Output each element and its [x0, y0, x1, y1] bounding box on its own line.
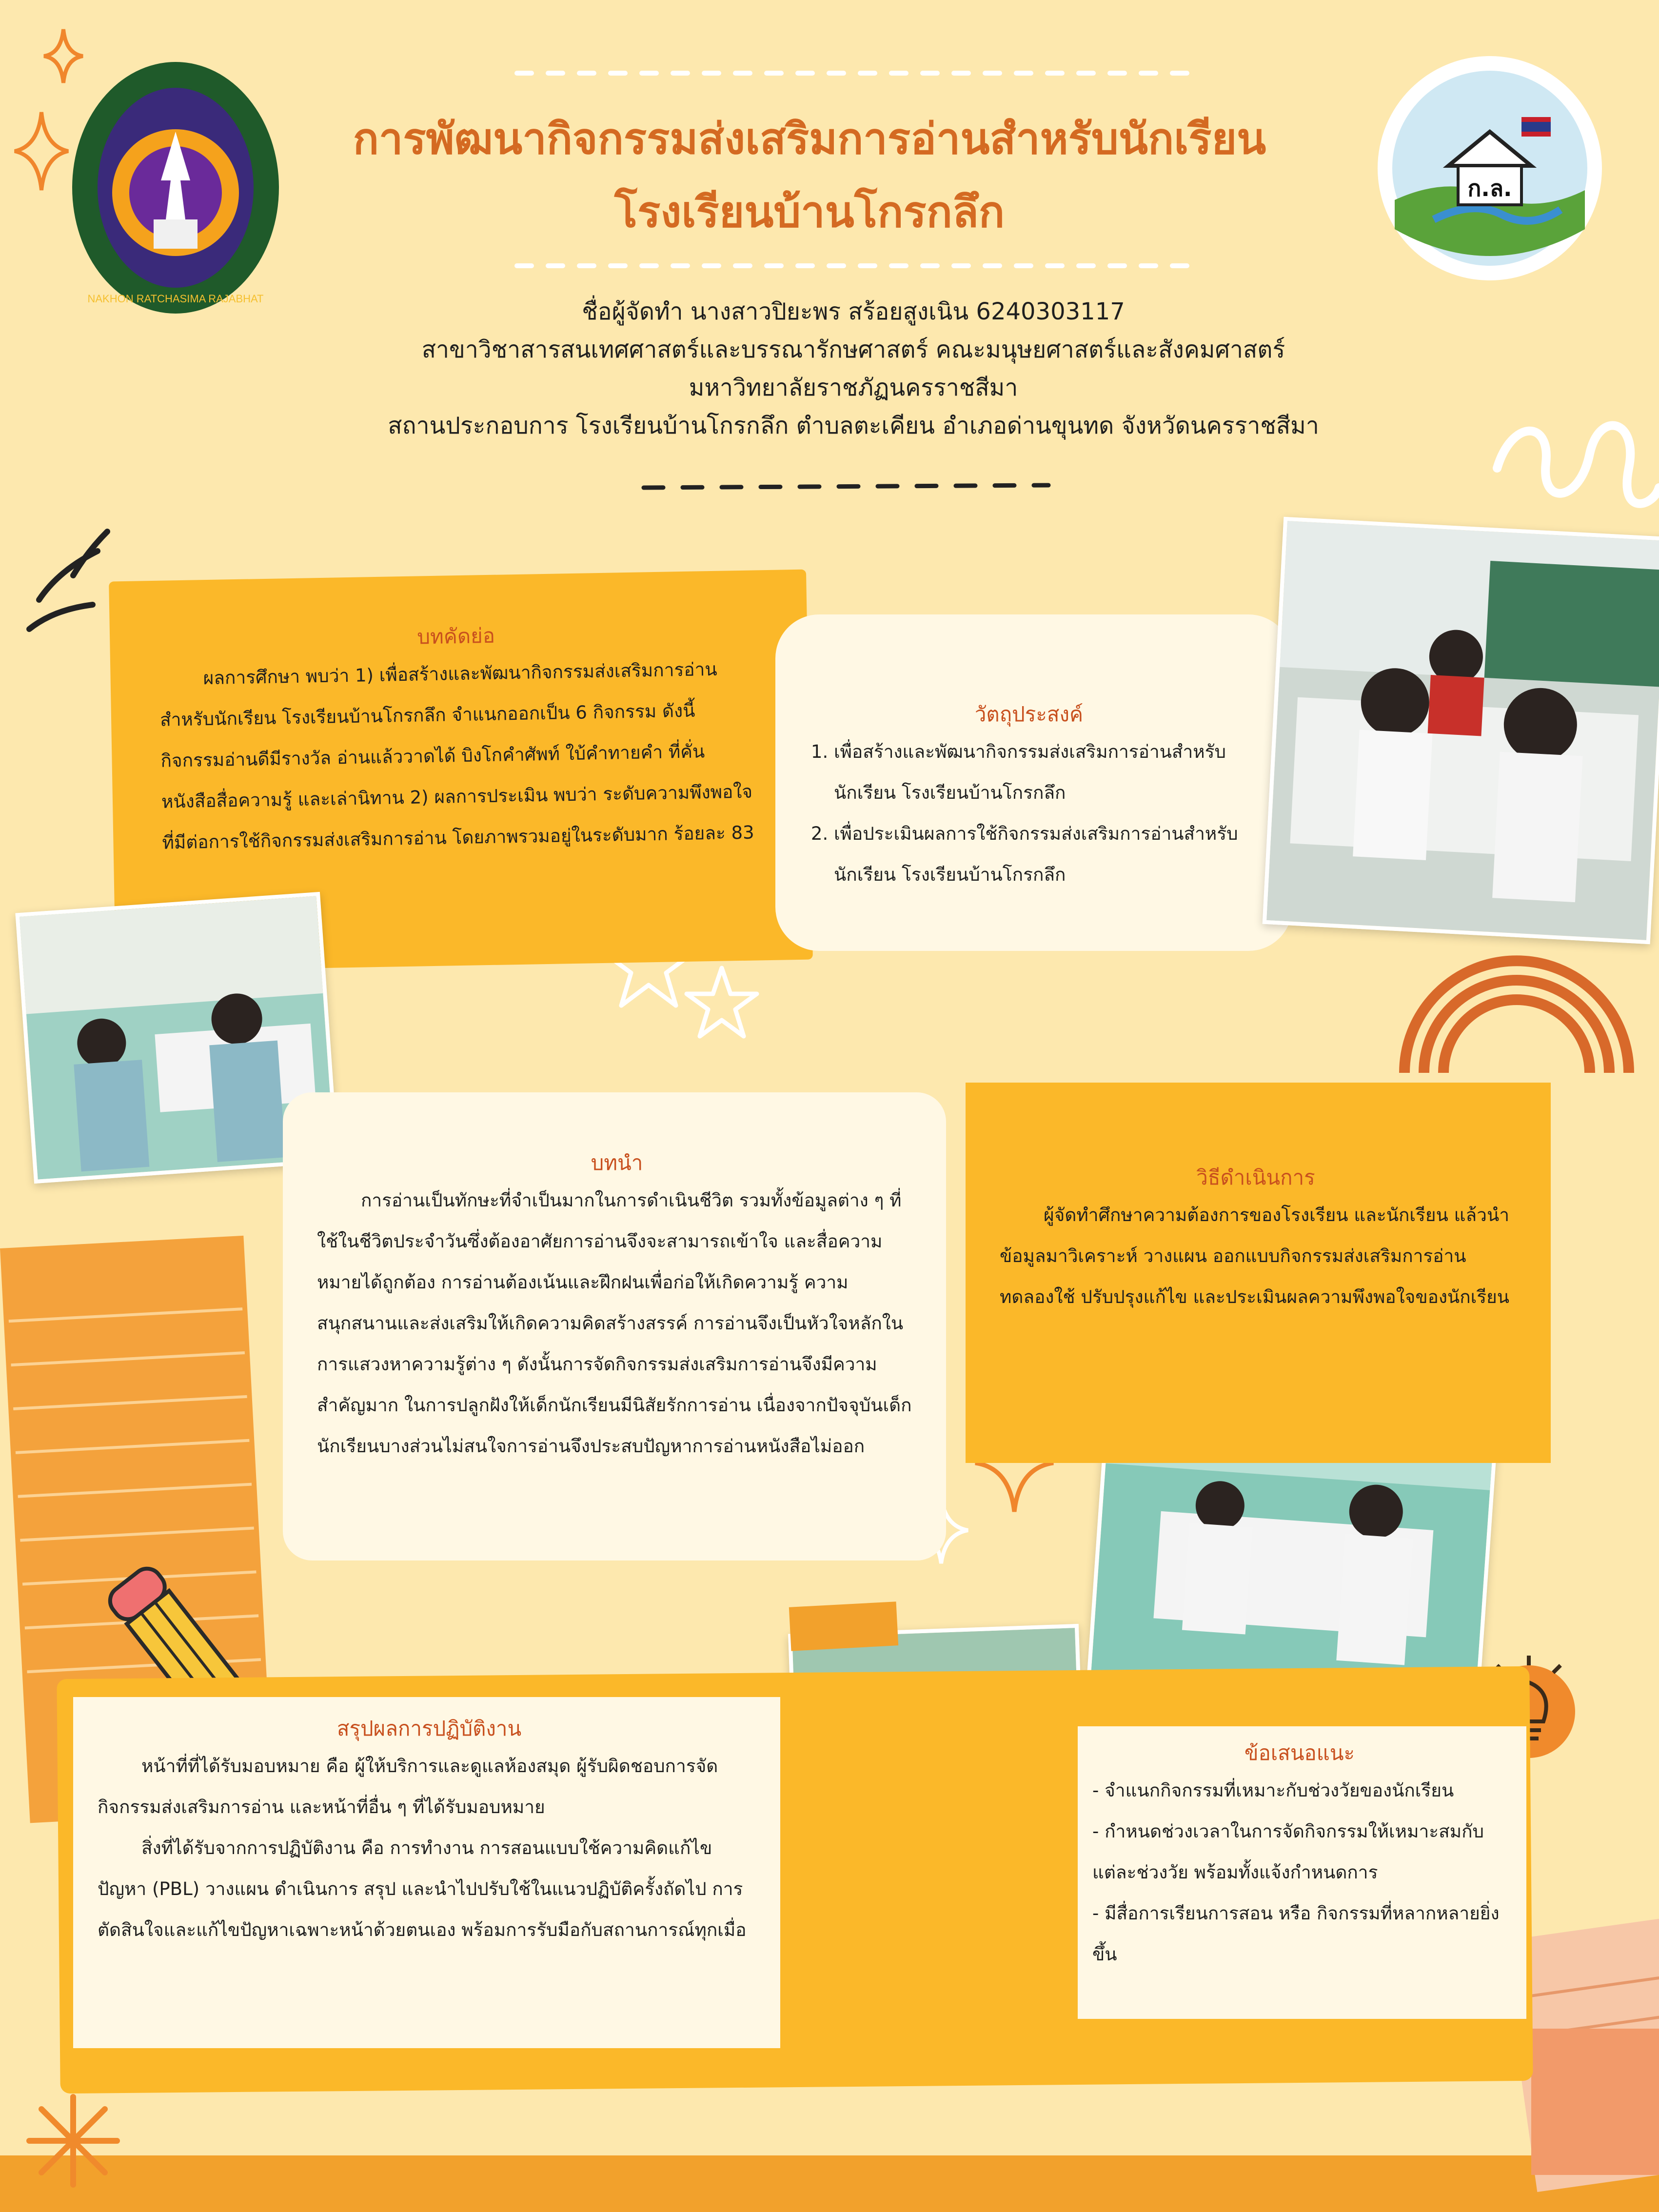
introduction-body: การอ่านเป็นทักษะที่จำเป็นมากในการดำเนินชีวิต รวมทั้งข้อมูลต่าง ๆ ที่ใช้ในชีวิตประจำวันซึ่งต้องอาศัยการอ่านจึงจะสามารถเข้าใจ และสื่อความหมายได้ถูกต้อง การอ่านต้องเน้นและฝึกฝนเพื่อก่อให้เกิดความรู้ ความสนุกสนานและส่งเสริมให้เกิดความคิดสร้างสรรค์ การอ่านจึงเป็นหัวใจหลักในการแสวงหาความรู้ต่าง ๆ ดังนั้นการจัดกิจกรรมส่งเสริมการอ่านจึงมีความสำคัญมาก ในการปลูกฝังให้เด็กนักเรียนมีนิสัยรักการอ่าน เนื่องจากปัจจุบันเด็กนักเรียนบางส่วนไม่สนใจการอ่านจึงประสบปัญหาการอ่านหนังสือไม่ออก: [317, 1190, 912, 1457]
abstract-body: ผลการศึกษา พบว่า 1) เพื่อสร้างและพัฒนากิจกรรมส่งเสริมการอ่านสำหรับนักเรียน โรงเรียนบ้านโกรกลึก จำแนกออกเป็น 6 กิจกรรม ดังนี้ กิจกรรมอ่านดีมีรางวัล อ่านแล้ววาดได้ บิงโกคำศัพท์ ใบ้คำทายคำ ที่คั่นหนังสือสื่อความรู้ และเล่านิทาน 2) ผลการประเมิน พบว่า ระดับความพึงพอใจที่มีต่อการใช้กิจกรรมส่งเสริมการอ่าน โดยภาพรวมอยู่ในระดับมาก ร้อยละ 83: [159, 658, 755, 853]
abstract-heading: บทคัดย่อ: [416, 623, 495, 649]
introduction-card: [283, 1092, 946, 1560]
suggestions-heading: ข้อเสนอแนะ: [1244, 1741, 1355, 1765]
suggestion-item: - กำหนดช่วงเวลาในการจัดกิจกรรมให้เหมาะสมกับแต่ละช่วงวัย พร้อมทั้งแจ้งกำหนดการ: [1092, 1811, 1517, 1893]
author-block: [215, 293, 1492, 445]
objective-item: 2. เพื่อประเมินผลการใช้กิจกรรมส่งเสริมการอ่านสำหรับนักเรียน โรงเรียนบ้านโกรกลึก: [834, 813, 1258, 895]
suggestion-item: - จำแนกกิจกรรมที่เหมาะกับช่วงวัยของนักเรียน: [1092, 1770, 1517, 1811]
poster-title: [273, 102, 1346, 249]
activity-photo-1: [1263, 517, 1659, 945]
method-heading: วิธีดำเนินการ: [1196, 1165, 1315, 1189]
author-university: มหาวิทยาลัยราชภัฏนครราชสีมา: [689, 374, 1018, 401]
objectives-card: [775, 614, 1292, 951]
objectives-list: [800, 731, 1258, 895]
objective-item: 1. เพื่อสร้างและพัฒนากิจกรรมส่งเสริมการอ่านสำหรับนักเรียน โรงเรียนบ้านโกรกลึก: [834, 731, 1258, 813]
svg-text:NAKHON RATCHASIMA RAJABHAT: NAKHON RATCHASIMA RAJABHAT: [87, 293, 264, 305]
method-body: ผู้จัดทำศึกษาความต้องการของโรงเรียน และนักเรียน แล้วนำข้อมูลมาวิเคราะห์ วางแผน ออกแบบกิจกรรมส่งเสริมการอ่าน ทดลองใช้ ปรับปรุงแก้ไข และประเมินผลความพึงพอใจของนักเรียน: [1000, 1205, 1510, 1307]
suggestions-list: [1083, 1770, 1517, 1975]
summary-para-2: สิ่งที่ได้รับจากการปฏิบัติงาน คือ การทำงาน การสอนแบบใช้ความคิดแก้ไขปัญหา (PBL) วางแผน ดำเนินการ สรุป และนำไปปรับใช้ในแนวปฏิบัติครั้งถัดไป การตัดสินใจและแก้ไขปัญหาเฉพาะหน้าด้วยตนเอง พร้อมการรับมือกับสถานการณ์ทุกเมื่อ: [98, 1837, 747, 1940]
tape: [789, 1601, 898, 1651]
author-department: สาขาวิชาสารสนเทศศาสตร์และบรรณารักษศาสตร์ คณะมนุษยศาสตร์และสังคมศาสตร์: [421, 336, 1285, 363]
summary-heading: สรุปผลการปฏิบัติงาน: [336, 1717, 522, 1740]
introduction-heading: บทนำ: [591, 1151, 643, 1175]
title-line-2: โรงเรียนบ้านโกรกลึก: [614, 187, 1005, 237]
summary-card-inner: [73, 1697, 780, 2048]
summary-para-1: หน้าที่ที่ได้รับมอบหมาย คือ ผู้ให้บริการและดูแลห้องสมุด ผู้รับผิดชอบการจัดกิจกรรมส่งเสริมการอ่าน และหน้าที่อื่น ๆ ที่ได้รับมอบหมาย: [98, 1756, 718, 1817]
author-workplace: สถานประกอบการ โรงเรียนบ้านโกรกลึก ตำบลตะเคียน อำเภอด่านขุนทด จังหวัดนครราชสีมา: [388, 412, 1319, 439]
author-name: ชื่อผู้จัดทำ นางสาวปิยะพร สร้อยสูงเนิน 6240303117: [582, 298, 1125, 325]
method-card: [966, 1083, 1551, 1463]
school-logo: [1375, 54, 1604, 283]
suggestion-item: - มีสื่อการเรียนการสอน หรือ กิจกรรมที่หลากหลายยิ่งขึ้น: [1092, 1893, 1517, 1975]
objectives-heading: วัตถุประสงค์: [974, 702, 1084, 726]
university-logo: [68, 59, 283, 317]
title-line-1: การพัฒนากิจกรรมส่งเสริมการอ่านสำหรับนักเรียน: [353, 114, 1266, 164]
school-logo-initials: ก.ล.: [1467, 175, 1512, 201]
suggestions-card: [1078, 1726, 1526, 2019]
